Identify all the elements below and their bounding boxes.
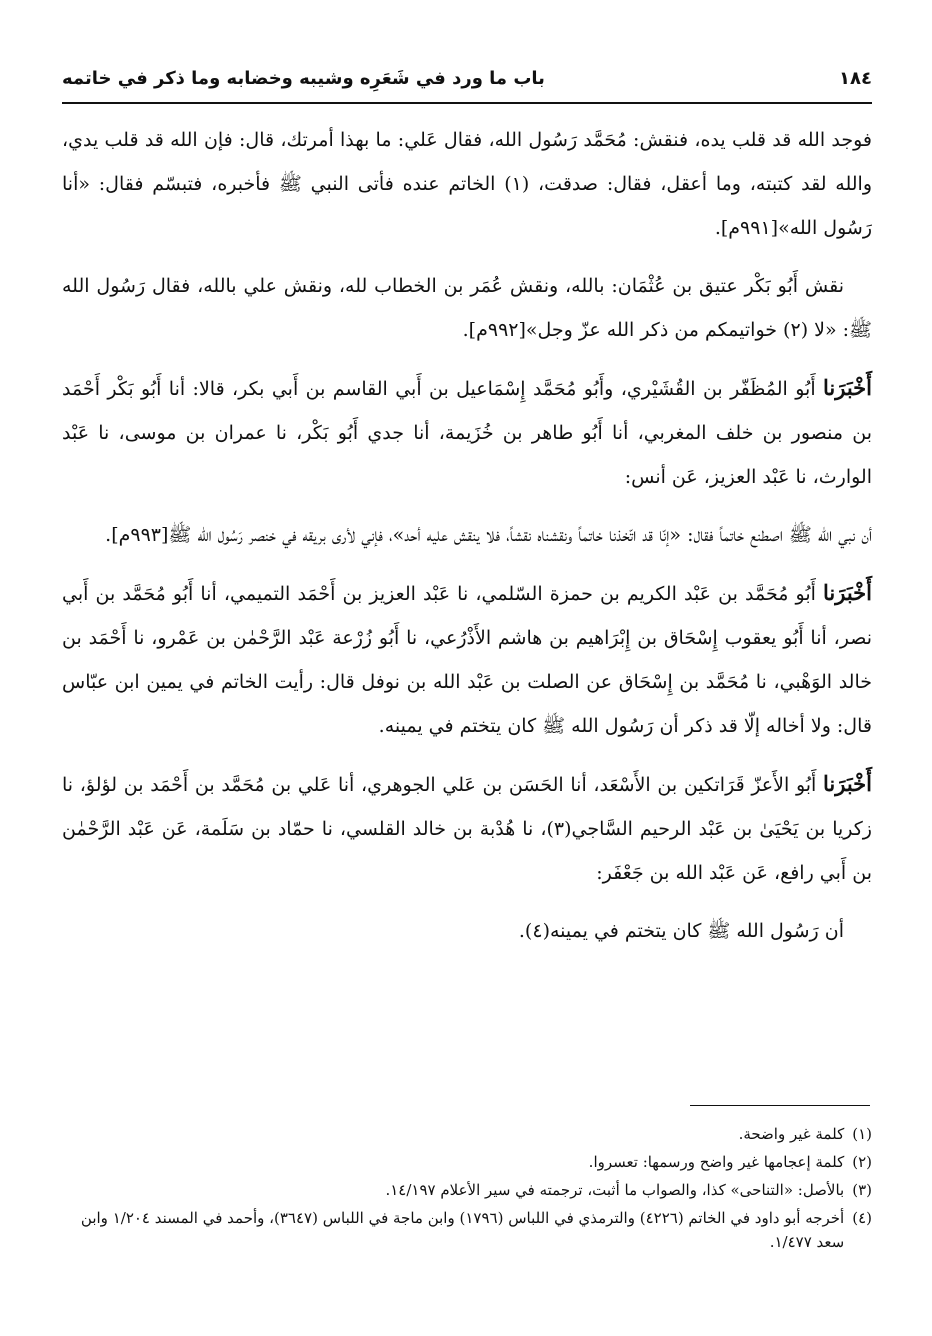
paragraph-text: نقش أَبُو بَكْر عتيق بن عُثْمَان: بالله، ونقش عُمَر بن الخطاب لله، ونقش علي بالله، فقال رَسُول الله ﷺ: «لا (٢) خواتيمكم من ذكر الله عزّ وجل»[٩٩٢م]. [62, 275, 872, 341]
paragraph-text: فوجد الله قد قلب يده، فنقش: مُحَمَّد رَسُول الله، فقال عَلي: ما بهذا أمرتك، قال: فإن الله قد قلب يدي، والله لقد كتبته، وما أعقل، فقال: صدقت، (١) الخاتم عنده فأتى النبي ﷺ فأخبره، فتبسّم فقال: «أنا رَسُول الله»[٩٩١م]. [62, 129, 872, 239]
paragraph-3 [62, 366, 872, 499]
page-header [62, 58, 872, 98]
footnote-number: (٢) [852, 1153, 872, 1171]
paragraph-text: أَبُو الأَعزّ قَرَاتكين بن الأَسْعَد، أنا الحَسَن بن عَلي الجوهري، أنا عَلي بن مُحَمَّد بن أَحْمَد بن لؤلؤ، نا زكريا بن يَحْيَىٰ بن عَبْد الرحيم السَّاجي(٣)، نا هُدْبة بن خالد القلسي، نا حمّاد بن سَلَمة، عَن عَبْد الرَّحْمٰن بن أَبي رافع، عَن عَبْد الله بن جَعْفَر: [62, 774, 872, 884]
footnote [62, 1150, 872, 1174]
paragraph-4 [62, 513, 872, 557]
footnote-number: (٣) [852, 1181, 872, 1199]
main-text [62, 118, 872, 967]
footnote-number: (١) [852, 1125, 872, 1143]
footnote [62, 1178, 872, 1202]
header-divider [62, 102, 872, 104]
footnote [62, 1206, 872, 1254]
page-number: ١٨٤ [839, 67, 872, 89]
paragraph-5 [62, 571, 872, 748]
footnotes [62, 1122, 872, 1258]
footnote-divider [690, 1105, 870, 1106]
footnote-number: (٤) [852, 1209, 872, 1227]
running-title: باب ما ورد في شَعَرِه وشيبه وخضابه وما ذكر في خاتمه [62, 67, 545, 89]
paragraph-text: أن رَسُول الله ﷺ كان يتختم في يمينه(٤). [518, 920, 844, 942]
footnote-text: أخرجه أبو داود في الخاتم (٤٢٢٦) والترمذي في اللباس (١٧٩٦) وابن ماجة في اللباس (٣٦٤٧)، وأحمد في المسند ١/٢٠٤ وابن سعد ١/٤٧٧. [80, 1209, 845, 1251]
paragraph-text: أَبُو المُظَفّر بن القُشَيْري، وأَبُو مُحَمَّد إِسْمَاعيل بن أَبي القاسم بن أَبي بكر، قالا: أنا أَبُو بَكْر أَحْمَد بن منصور بن خلف المغربي، أنا أَبُو طاهر بن خُزَيمة، أنا جدي أَبُو بَكْر، نا عمران بن موسى، نا عَبْد الوارث، نا عَبْد العزيز، عَن أنس: [62, 378, 873, 488]
paragraph-text: أن نبي الله ﷺ اصطنع خاتماً فقال: «إنّا قد اتّخذنا خاتماً ونقشناه نقشاً، فلا ينقش عليه أحد»، فإني لأرى بريقه في خنصر رَسُول الله ﷺ[٩٩٣م]. [105, 524, 872, 546]
footnote-text: كلمة غير واضحة. [738, 1125, 845, 1143]
isnad-keyword: أَخْبَرَنا [823, 580, 872, 605]
footnote-text: بالأصل: «التناحى» كذا، والصواب ما أثبت، ترجمته في سير الأعلام ١٤/١٩٧. [385, 1181, 845, 1199]
footnote [62, 1122, 872, 1146]
paragraph-text: أَبُو مُحَمَّد بن عَبْد الكريم بن حمزة السّلمي، نا عَبْد العزيز بن أَحْمَد التميمي، أنا أَبُو مُحَمَّد بن أَبي نصر، أنا أَبُو يعقوب إِسْحَاق بن إِبْرَاهيم بن هاشم الأَذْرُعي، نا أَبُو زُرْعة عَبْد الرَّحْمٰن بن عَمْرو، نا أَحْمَد بن خالد الوَهْبي، نا مُحَمَّد بن إِسْحَاق عن الصلت بن عَبْد الله بن نوفل قال: رأيت الخاتم في يمين ابن عبّاس قال: ولا أخاله إلّا قد ذكر أن رَسُول الله ﷺ كان يتختم في يمينه. [62, 583, 872, 737]
paragraph-2 [62, 264, 872, 352]
paragraph-6 [62, 762, 872, 895]
footnote-text: كلمة إعجامها غير واضح ورسمها: تعسروا. [588, 1153, 845, 1171]
isnad-keyword: أَخْبَرَنا [823, 375, 872, 400]
paragraph-1 [62, 118, 872, 250]
paragraph-7 [62, 909, 872, 953]
isnad-keyword: أَخْبَرَنا [823, 771, 872, 796]
